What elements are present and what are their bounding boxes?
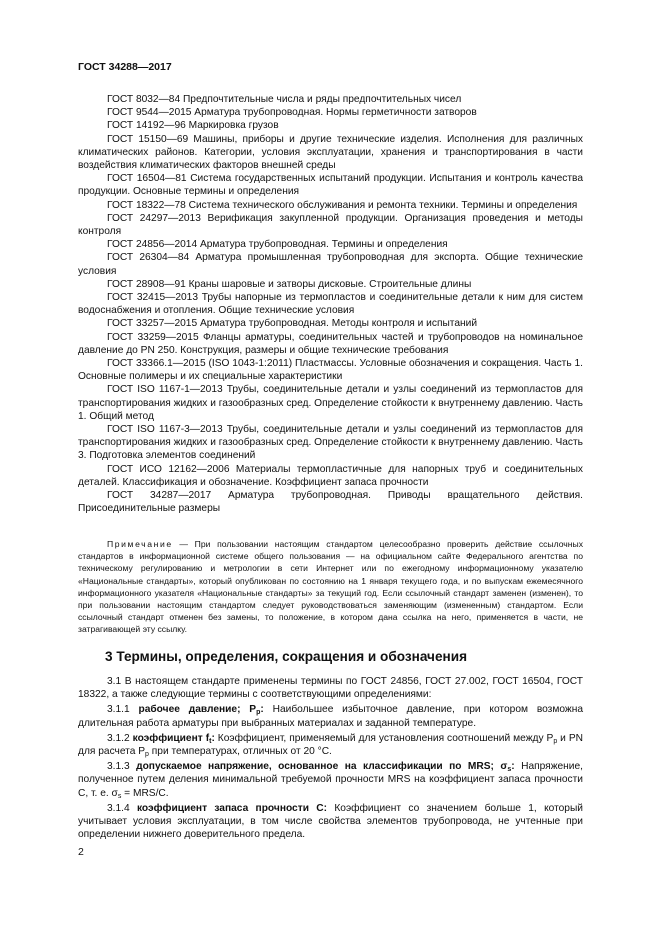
reference-item: ГОСТ 16504—81 Система государственных испытаний продукции. Испытания и контроль качества продукции. Основные термины и определения — [78, 173, 583, 198]
clause-number: 3.1.4 — [107, 802, 137, 814]
definition-text: = MRS/C. — [121, 787, 169, 799]
definitions-block — [78, 675, 583, 841]
definition-text: Коэффициент, применяемый для установления соотношений между P — [214, 732, 554, 744]
term — [133, 733, 215, 744]
term-colon: : — [211, 732, 215, 744]
definitions-intro: 3.1 В настоящем стандарте применены термины по ГОСТ 24856, ГОСТ 27.002, ГОСТ 16504, ГОСТ 18322, а также следующие термины с соответствующими определениями: — [78, 676, 583, 701]
term — [136, 761, 515, 772]
reference-item: ГОСТ 33259—2015 Фланцы арматуры, соединительных частей и трубопроводов на номинальное давление до PN 250. Конструкция, размеры и общие технические требования — [78, 331, 583, 356]
reference-item: ГОСТ 33257—2015 Арматура трубопроводная. Методы контроля и испытаний — [107, 318, 478, 330]
note-text: — При пользовании настоящим стандартом целесообразно проверить действие ссылочных стандартов в информационной системе общего пользования — на официальном сайте Федерального агентства по техническому регулированию и метрологии в сети Интернет или по ежегодному информационному указателю «Национальные стандарты», который опубликован по состоянию на 1 января текущего года, и по выпускам ежемесячного информационного указателя «Национальные стандарты» за текущий год. Если ссылочный стандарт заменен (изменен), то при пользовании настоящим стандартом следует руководствоваться заменяющим (измененным) стандартом. Если ссылочный стандарт отменен без замены, то положение, в котором дана ссылка на него, применяется в части, не затрагивающей эту ссылку. — [78, 539, 583, 635]
definition-text: Наибольшее избыточное давление, при котором возможна длительная работа арматуры при выбранных материалах и заданной температуре. — [78, 704, 583, 729]
subscript: s — [117, 792, 122, 800]
definition-3-1-4 — [78, 802, 583, 842]
reference-item: ГОСТ ISO 1167-3—2013 Трубы, соединительные детали и узлы соединений из термопластов для транспортирования жидких и газообразных сред. Определение стойкости к внутреннему давлению. Часть 3. Подготовка элементов соединений — [78, 424, 583, 462]
definition-3-1-3 — [78, 760, 583, 800]
definition-text: и PN для расчета P — [78, 732, 583, 758]
term-text: рабочее давление; P — [138, 704, 257, 716]
reference-item: ГОСТ 24856—2014 Арматура трубопроводная. Термины и определения — [107, 239, 448, 251]
clause-number: 3.1.2 — [107, 732, 133, 744]
subscript: p — [145, 751, 149, 759]
page-number: 2 — [78, 846, 84, 858]
reference-item: ГОСТ 34287—2017 Арматура трубопроводная. Приводы вращательного действия. Присоединительные размеры — [78, 490, 583, 515]
reference-item: ГОСТ 33366.1—2015 (ISO 1043-1:2011) Пластмассы. Условные обозначения и сокращения. Часть 1. Основные полимеры и их специальные характеристики — [78, 358, 583, 383]
reference-item: ГОСТ 24297—2013 Верификация закупленной продукции. Организация проведения и методы контроля — [78, 212, 583, 238]
term — [139, 704, 264, 715]
definition-text: Напряжение, полученное путем деления минимальной требуемой прочности MRS на коэффициент запаса прочности C, т. е. σ — [78, 761, 583, 799]
term-subscript: t — [209, 737, 212, 745]
reference-item: ГОСТ 18322—78 Система технического обслуживания и ремонта техники. Термины и определения — [107, 199, 578, 211]
section-title: 3 Термины, определения, сокращения и обозначения — [105, 649, 468, 664]
note-paragraph — [78, 538, 583, 636]
normative-references-list — [78, 93, 583, 516]
subscript: p — [553, 737, 558, 745]
term-colon: : — [260, 704, 264, 716]
reference-item: ГОСТ 15150—69 Машины, приборы и другие технические изделия. Исполнения для различных климатических районов. Категории, условия эксплуатации, хранения и транспортирования в части воздействия климатических факторов внешней среды — [78, 133, 583, 172]
definition-3-1-1 — [78, 703, 583, 729]
reference-item: ГОСТ 8032—84 Предпочтительные числа и ряды предпочтительных чисел — [107, 94, 462, 105]
definition-3-1-2 — [78, 732, 583, 758]
term-subscript: s — [507, 766, 512, 774]
note-label: Примечание — [107, 539, 173, 549]
reference-item: ГОСТ 28908—91 Краны шаровые и затворы дисковые. Строительные длины — [107, 278, 472, 290]
definition-text: при температурах, отличных от 20 °С. — [148, 746, 332, 758]
clause-number: 3.1.1 — [107, 704, 139, 716]
term: коэффициент запаса прочности C: — [136, 802, 328, 814]
term-text: допускаемое напряжение, основанное на классификации по MRS; σ — [136, 761, 508, 773]
reference-item: ГОСТ 26304—84 Арматура промышленная трубопроводная для экспорта. Общие технические условия — [78, 252, 583, 277]
reference-item: ГОСТ ИСО 12162—2006 Материалы термопластичные для напорных труб и соединительных деталей. Классификация и обозначение. Коэффициент запаса прочности — [78, 463, 583, 488]
document-code-header: ГОСТ 34288—2017 — [78, 61, 172, 73]
definition-text: Коэффициент со значением больше 1, который учитывает условия эксплуатации, в том числе свойства элементов трубопровода, не учтенные при определении нижнего доверительного предела. — [78, 802, 583, 841]
term-text: коэффициент f — [132, 732, 210, 744]
reference-item: ГОСТ 9544—2015 Арматура трубопроводная. Нормы герметичности затворов — [107, 107, 477, 119]
reference-item: ГОСТ ISO 1167-1—2013 Трубы, соединительные детали и узлы соединений из термопластов для транспортирования жидких и газообразных сред. Определение стойкости к внутреннему давлению. Часть 1. Общий метод — [78, 384, 583, 422]
term-colon: : — [511, 761, 515, 773]
reference-item: ГОСТ 32415—2013 Трубы напорные из термопластов и соединительные детали к ним для систем водоснабжения и отопления. Общие технические условия — [78, 292, 583, 317]
clause-number: 3.1.3 — [107, 761, 137, 773]
term-subscript: p — [256, 709, 261, 717]
reference-item: ГОСТ 14192—96 Маркировка грузов — [107, 120, 279, 132]
